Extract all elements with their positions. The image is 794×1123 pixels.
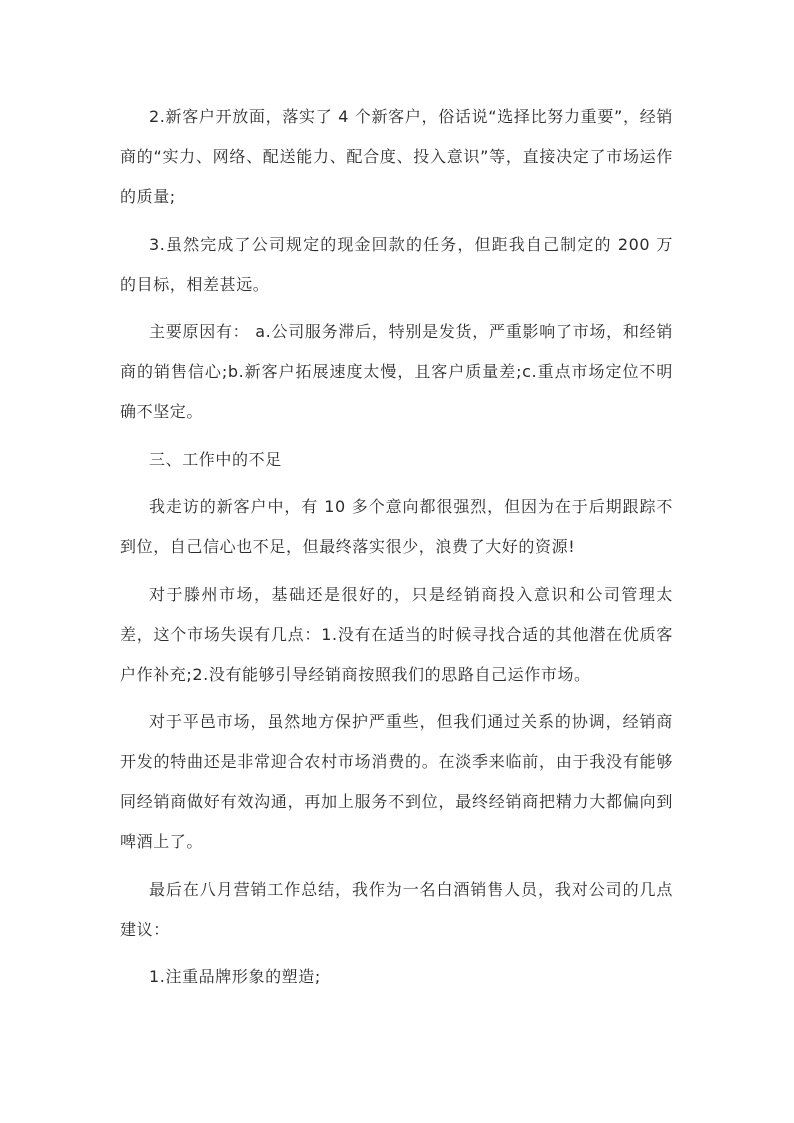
section-heading-shortcomings: 三、工作中的不足 bbox=[149, 449, 282, 469]
paragraph-main-reasons: 主要原因有： a.公司服务滞后，特别是发货，严重影响了市场，和经销商的销售信心;b.新客户拓展速度太慢，且客户质量差;c.重点市场定位不明确不坚定。 bbox=[120, 322, 673, 421]
paragraph-tengzhou-market: 对于滕州市场，基础还是很好的，只是经销商投入意识和公司管理太差，这个市场失误有几点：1.没有在适当的时候寻找合适的其他潜在优质客户作补充;2.没有能够引导经销商按照我们的思路自己运作市场。 bbox=[120, 584, 673, 684]
paragraph-visited-customers: 我走访的新客户中，有 10 多个意向都很强烈，但因为在于后期跟踪不到位，自己信心也不足，但最终落实很少，浪费了大好的资源! bbox=[120, 497, 673, 556]
document-body bbox=[120, 97, 673, 1005]
paragraph-suggestion-1: 1.注重品牌形象的塑造; bbox=[149, 967, 321, 986]
paragraph-suggestions-intro: 最后在八月营销工作总结，我作为一名白酒销售人员，我对公司的几点建议： bbox=[120, 879, 673, 939]
paragraph-cash-collection: 3.虽然完成了公司规定的现金回款的任务，但距我自己制定的 200 万的目标，相差甚远。 bbox=[120, 234, 673, 294]
paragraph-new-customers: 2.新客户开放面，落实了 4 个新客户，俗话说“选择比努力重要”，经销商的“实力、网络、配送能力、配合度、投入意识”等，直接决定了市场运作的质量; bbox=[120, 107, 673, 206]
paragraph-pingyi-market: 对于平邑市场，虽然地方保护严重些，但我们通过关系的协调，经销商开发的特曲还是非常迎合农村市场消费的。在淡季来临前，由于我没有能够同经销商做好有效沟通，再加上服务不到位，最终经销商把精力大都偏向到啤酒上了。 bbox=[120, 712, 673, 851]
